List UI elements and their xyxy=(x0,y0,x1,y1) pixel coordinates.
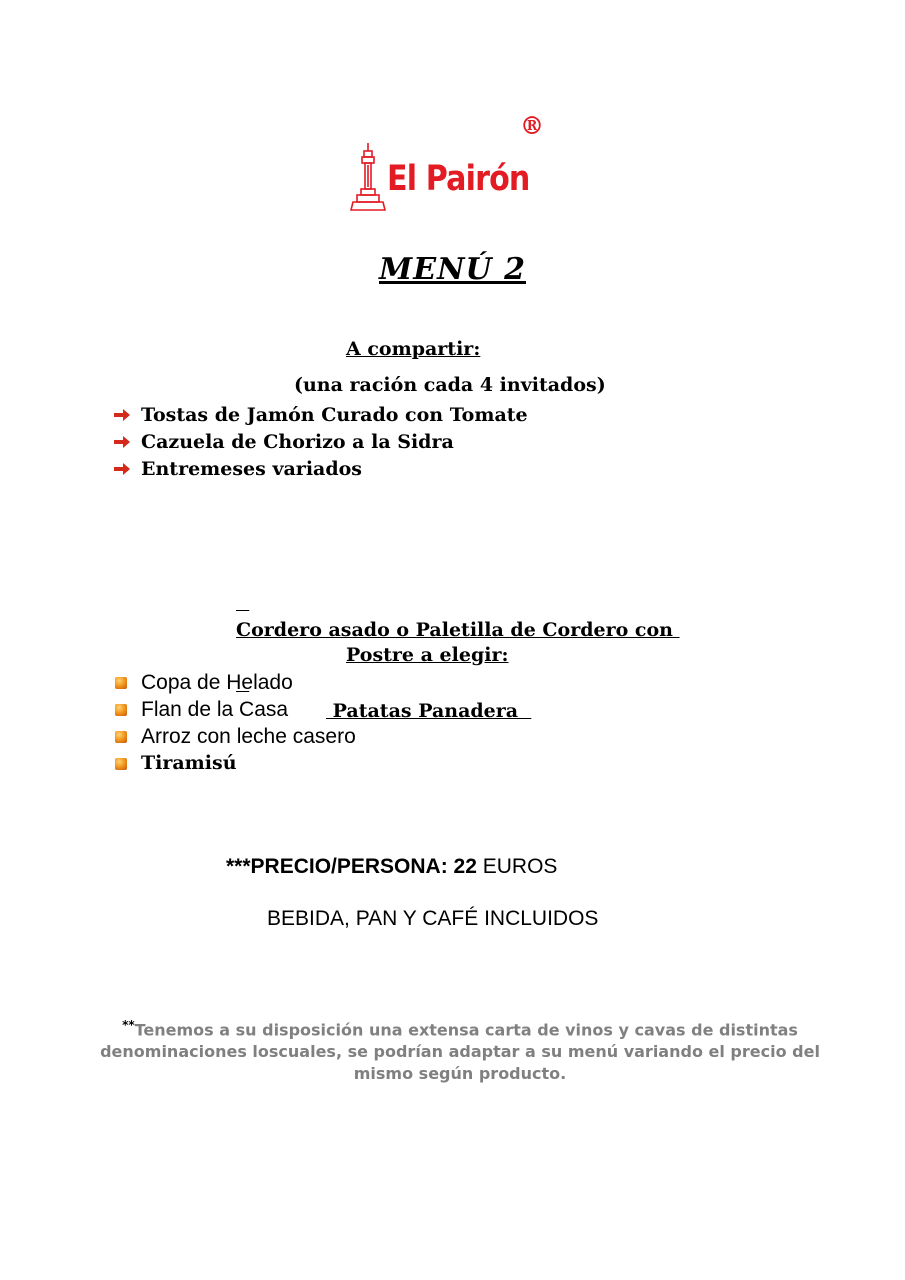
registered-mark: ® xyxy=(520,111,544,140)
brand-logo xyxy=(350,111,560,220)
main-course-line-1: Cordero asado o Paletilla de Cordero con xyxy=(236,619,680,641)
note-text: Tenemos a su disposición una extensa carta de vinos y cavas de distintas denominaciones loscuales, se podrían adaptar a su menú variando el precio del mismo según producto. xyxy=(100,1020,820,1084)
sharing-item-text: Entremeses variados xyxy=(141,458,363,480)
menu-title: MENÚ 2 xyxy=(379,252,526,287)
sharing-item-text: Tostas de Jamón Curado con Tomate xyxy=(141,404,528,426)
dessert-item-text: Arroz con leche casero xyxy=(141,725,356,748)
price-label: ***PRECIO/PERSONA: 22 xyxy=(226,855,477,878)
main-course-line-2: Patatas Panadera xyxy=(326,700,532,722)
sharing-subheading: (una ración cada 4 invitados) xyxy=(294,374,606,396)
dessert-item-text: Flan de la Casa xyxy=(141,698,289,721)
sharing-item-text: Cazuela de Chorizo a la Sidra xyxy=(141,431,454,453)
orange-square-icon xyxy=(115,677,127,689)
red-arrow-icon xyxy=(114,463,130,475)
orange-square-icon xyxy=(115,731,127,743)
red-arrow-icon xyxy=(114,409,130,421)
brand-name: El Pairón xyxy=(387,159,530,199)
monument-tower-icon xyxy=(350,115,386,215)
included-line: BEBIDA, PAN Y CAFÉ INCLUIDOS xyxy=(267,907,599,930)
price-currency: EUROS xyxy=(476,855,558,878)
dessert-item-text: Tiramisú xyxy=(141,752,237,774)
dessert-heading: Postre a elegir: xyxy=(346,644,509,666)
price-line xyxy=(226,855,557,879)
orange-square-icon xyxy=(115,704,127,716)
dessert-item-text: Copa de Helado xyxy=(141,671,293,694)
orange-square-icon xyxy=(115,758,127,770)
note-marker: ** xyxy=(122,1018,135,1032)
sharing-heading: A compartir: xyxy=(346,338,481,360)
red-arrow-icon xyxy=(114,436,130,448)
wine-note xyxy=(100,1014,820,1085)
